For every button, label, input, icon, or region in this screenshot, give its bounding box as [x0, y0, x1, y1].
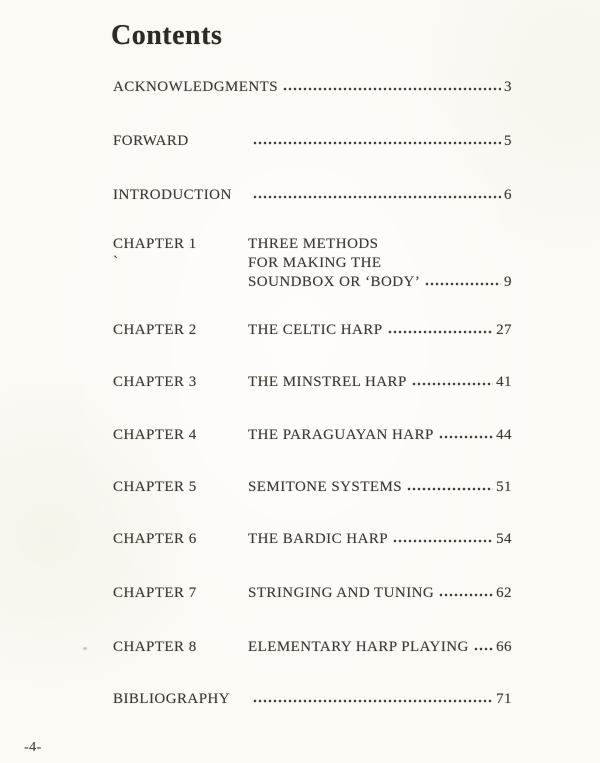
scan-speck: [83, 647, 87, 650]
dot-leader: [253, 141, 501, 145]
toc-title: THE PARAGUAYAN HARP: [248, 427, 434, 443]
toc-label: CHAPTER 3: [113, 374, 197, 390]
toc-page-number: 66: [496, 639, 512, 655]
dot-leader: [439, 435, 493, 439]
toc-page-number: 54: [496, 531, 512, 547]
toc-page-number: 5: [504, 133, 512, 149]
toc-title: ELEMENTARY HARP PLAYING: [248, 639, 469, 655]
toc-label: CHAPTER 4: [113, 427, 197, 443]
dot-leader: [474, 647, 493, 651]
toc-row-chapter-8: [113, 638, 512, 656]
toc-page-number: 62: [496, 585, 512, 601]
toc-page-number: 27: [496, 322, 512, 338]
toc-page-number: 9: [504, 274, 512, 290]
stray-grave-mark: `: [113, 254, 119, 270]
chapter-label-column: [113, 235, 248, 272]
toc-page-number: 44: [496, 427, 512, 443]
toc-title: SOUNDBOX OR ‘BODY’: [248, 274, 421, 290]
dot-leader: [388, 330, 494, 334]
toc-page-number: 71: [496, 691, 512, 707]
toc-row-chapter-6: [113, 530, 512, 548]
toc-row-chapter-3: [113, 373, 512, 391]
toc-page-number: 41: [496, 374, 512, 390]
toc-page-number: 6: [504, 187, 512, 203]
toc-label: CHAPTER 6: [113, 531, 197, 547]
toc-title-line: THREE METHODS: [248, 236, 379, 252]
toc-label: INTRODUCTION: [113, 187, 232, 203]
toc-row-acknowledgments: [113, 78, 512, 96]
toc-page-number: 3: [504, 79, 512, 95]
toc-row-chapter-7: [113, 584, 512, 602]
footer-page-number: -4-: [24, 740, 42, 755]
toc-row-chapter-2: [113, 321, 512, 339]
toc-row-introduction: [113, 186, 512, 204]
dot-leader: [283, 87, 501, 91]
toc-title: THE BARDIC HARP: [248, 531, 389, 547]
toc-label: CHAPTER 8: [113, 639, 197, 655]
toc-row-chapter-1: [113, 235, 512, 292]
toc-row-chapter-5: [113, 478, 512, 496]
toc-row-chapter-4: [113, 426, 512, 444]
toc-label: BIBLIOGRAPHY: [113, 691, 231, 707]
toc-label: CHAPTER 5: [113, 479, 197, 495]
toc-title: STRINGING AND TUNING: [248, 585, 435, 601]
chapter-title-column: [248, 235, 512, 292]
toc-label: ACKNOWLEDGMENTS: [113, 79, 279, 95]
toc-title: SEMITONE SYSTEMS: [248, 479, 403, 495]
dot-leader: [412, 382, 493, 386]
toc-row-forward: [113, 132, 512, 150]
toc-title: THE CELTIC HARP: [248, 322, 383, 338]
toc-label: CHAPTER 1: [113, 236, 197, 252]
toc-label: FORWARD: [113, 133, 189, 149]
toc-row-bibliography: [113, 690, 512, 708]
dot-leader: [439, 593, 493, 597]
dot-leader: [407, 487, 493, 491]
toc-title: THE MINSTREL HARP: [248, 374, 407, 390]
dot-leader: [393, 539, 493, 543]
toc-label: CHAPTER 7: [113, 585, 197, 601]
toc-title-line: FOR MAKING THE: [248, 255, 382, 271]
dot-leader: [253, 195, 501, 199]
toc-label: CHAPTER 2: [113, 322, 197, 338]
dot-leader: [425, 282, 501, 286]
page-title: Contents: [111, 20, 223, 51]
dot-leader: [253, 699, 493, 703]
toc-page-number: 51: [496, 479, 512, 495]
toc-title-line: [248, 273, 512, 292]
